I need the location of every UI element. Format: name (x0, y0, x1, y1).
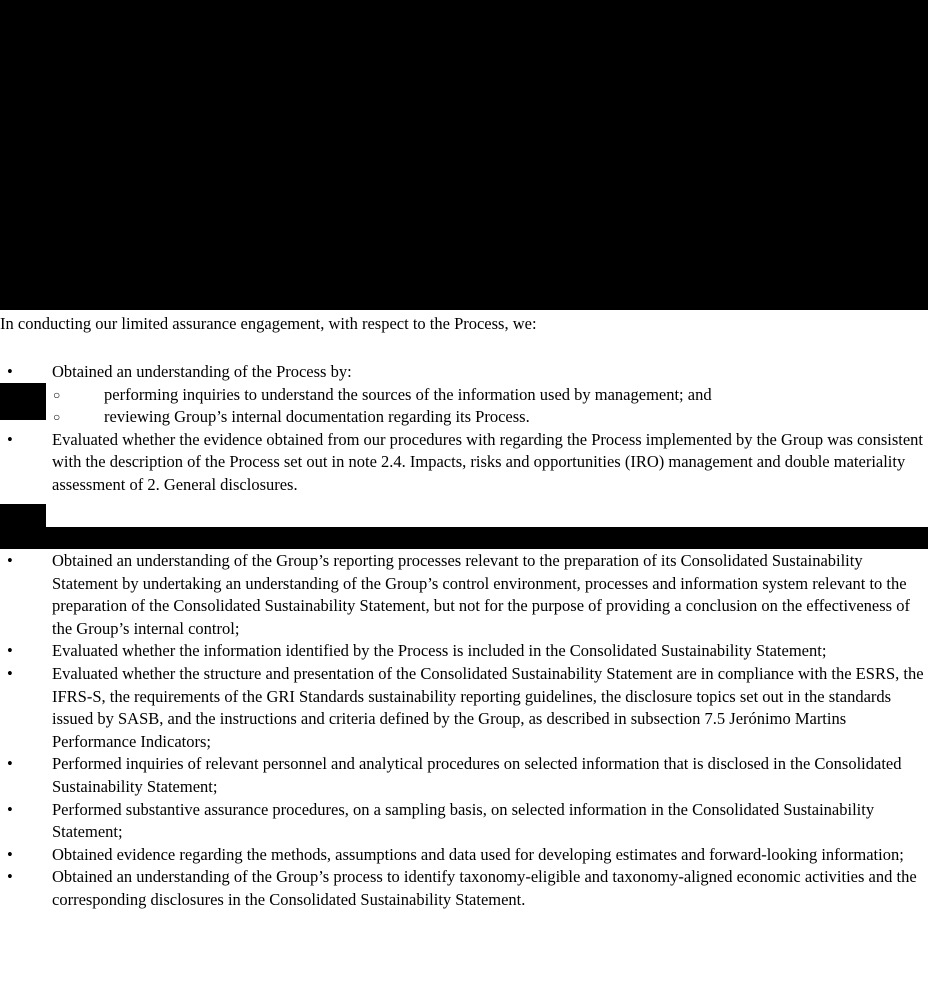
redaction-band-middle (0, 527, 928, 549)
sub-list-item (52, 406, 928, 429)
circle-bullet-marker-icon: ○ (53, 410, 61, 425)
list-item-text: Evaluated whether the information identified by the Process is included in the Consolidated Sustainability Statement; (52, 641, 827, 661)
list-item-text: Evaluated whether the evidence obtained from our procedures with regarding the Process implemented by the Group was consistent with the description of the Process set out in note 2.4. Impacts, risks and opportunities (IRO) management and double materiality assessment of 2. General disclosures. (52, 429, 924, 494)
list-item (0, 361, 928, 429)
list-item (0, 753, 928, 798)
list-item (0, 663, 928, 753)
bullet-marker-icon: • (7, 844, 13, 864)
redaction-block-margin-lower (0, 504, 46, 528)
sub-bullet-list (52, 384, 928, 429)
list-item-text: Performed substantive assurance procedures, on a sampling basis, on selected information in the Consolidated Sustainability Statement; (52, 799, 875, 842)
list-item (0, 550, 928, 640)
obscured-text-line (52, 506, 872, 528)
list-item-text: Obtained evidence regarding the methods, assumptions and data used for developing estimates and forward-looking information; (52, 844, 904, 864)
sub-list-item-text: performing inquiries to understand the sources of the information used by management; and (104, 384, 712, 404)
list-item (0, 429, 928, 497)
list-item (0, 799, 928, 844)
list-item-text: Obtained an understanding of the Process by: (52, 362, 352, 381)
bullet-marker-icon: • (7, 799, 13, 819)
list-item (0, 866, 928, 911)
circle-bullet-marker-icon: ○ (53, 387, 61, 402)
bullet-marker-icon: • (7, 429, 13, 449)
bullet-marker-icon: • (7, 641, 13, 661)
redaction-block-top (0, 0, 928, 310)
list-item (0, 844, 928, 867)
list-item-text: Obtained an understanding of the Group’s process to identify taxonomy-eligible and taxonomy-aligned economic activities and the corresponding disclosures in the Consolidated Sustainability Statement. (52, 867, 917, 909)
list-item (0, 640, 928, 663)
sub-list-item (52, 384, 928, 407)
redaction-block-margin-upper (0, 383, 46, 420)
bullet-marker-icon: • (7, 754, 13, 774)
sub-list-item-text: reviewing Group’s internal documentation regarding its Process. (104, 407, 530, 427)
bullet-list-procedures (0, 550, 928, 912)
list-item-text: Evaluated whether the structure and presentation of the Consolidated Sustainability Statement are in compliance with the ESRS, the IFRS-S, the requirements of the GRI Standards sustainability reporting guidelines, the disclosure topics set out in the standards issued by SASB, and the instructions and criteria defined by the Group, as described in subsection 7.5 Jerónimo Martins Performance Indicators; (52, 663, 924, 751)
list-item-text: Performed inquiries of relevant personnel and analytical procedures on selected information that is disclosed in the Consolidated Sustainability Statement; (52, 754, 902, 796)
bullet-marker-icon: • (7, 362, 13, 381)
intro-paragraph: In conducting our limited assurance engagement, with respect to the Process, we: (0, 314, 537, 333)
bullet-list-process (0, 361, 928, 497)
bullet-marker-icon: • (7, 663, 13, 683)
list-item-text: Obtained an understanding of the Group’s reporting processes relevant to the preparation of its Consolidated Sustainability Statement by undertaking an understanding of the Group’s control environment, processes and information system relevant to the preparation of the Consolidated Sustainability Statement, but not for the purpose of providing a conclusion on the effectiveness of the Group’s internal control; (52, 551, 910, 638)
bullet-marker-icon: • (7, 867, 13, 887)
bullet-marker-icon: • (7, 551, 13, 570)
